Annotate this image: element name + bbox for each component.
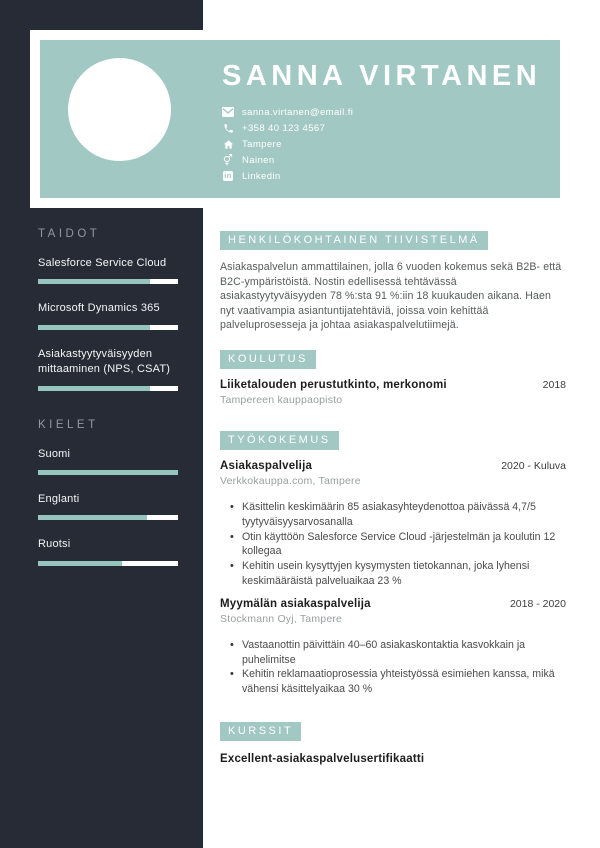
contact-phone-text: +358 40 123 4567 bbox=[242, 122, 326, 134]
contact-gender-text: Nainen bbox=[242, 154, 275, 166]
person-name: SANNA VIRTANEN bbox=[222, 60, 542, 92]
education-entry bbox=[220, 379, 566, 406]
skill-bar bbox=[38, 279, 178, 284]
skill-item bbox=[38, 301, 180, 329]
email-icon bbox=[222, 106, 234, 118]
contact-email-text: sanna.virtanen@email.fi bbox=[242, 106, 354, 118]
experience-subtitle: Stockmann Oyj, Tampere bbox=[220, 612, 343, 625]
linkedin-icon: in bbox=[224, 171, 232, 181]
header-band bbox=[30, 30, 570, 208]
contact-phone bbox=[222, 122, 552, 134]
phone-icon bbox=[222, 122, 234, 134]
experience-bullet: • Vastaanottin päivittäin 40–60 asiakaskontaktia kasvokkain ja puhelimitse bbox=[220, 638, 566, 668]
experience-bullets bbox=[220, 500, 566, 589]
experience-entry-header bbox=[220, 598, 566, 610]
home-icon bbox=[222, 138, 234, 150]
main-column bbox=[220, 230, 566, 765]
language-bar bbox=[38, 515, 178, 520]
language-item bbox=[38, 537, 180, 565]
education-section-heading: KOULUTUS bbox=[220, 350, 316, 369]
education-entry-header bbox=[220, 379, 566, 391]
skill-label: Asiakastyytyväisyyden mittaaminen (NPS, CSAT) bbox=[38, 347, 171, 376]
experience-bullet: • Otin käyttöön Salesforce Service Cloud -järjestelmän ja koulutin 12 kollegaa bbox=[220, 530, 566, 560]
experience-subtitle: Verkkokauppa.com, Tampere bbox=[220, 474, 361, 487]
section-education bbox=[220, 349, 566, 406]
language-item bbox=[38, 447, 180, 475]
experience-title: Asiakaspalvelija bbox=[220, 459, 313, 472]
summary-text: Asiakaspalvelun ammattilainen, jolla 6 vuoden kokemus sekä B2B- että B2C-ympäristöistä. Nostin edellisessä tehtävässä asiakastyytyväisyyden 78 %:sta 91 %:iin 18 kuukauden aikana. Haen nyt vaativampia asiantuntijatehtäviä, joissa voin kehittää palveluprosesseja ja johtaa asiakaspalvelutiimejä. bbox=[220, 261, 562, 332]
experience-bullet: • Käsittelin keskimäärin 85 asiakasyhteydenottoa päivässä 4,7/5 tyytyväisyysarvosanalla bbox=[220, 500, 566, 530]
languages-list bbox=[38, 447, 180, 566]
language-label: Englanti bbox=[38, 492, 80, 505]
skill-item bbox=[38, 256, 180, 284]
experience-date: 2018 - 2020 bbox=[509, 597, 566, 610]
section-summary bbox=[220, 230, 566, 333]
education-date: 2018 bbox=[542, 378, 566, 391]
skill-item bbox=[38, 347, 180, 391]
skills-heading: TAIDOT bbox=[38, 228, 101, 240]
course-item: Excellent-asiakaspalvelusertifikaatti bbox=[220, 752, 425, 765]
courses-section-heading: KURSSIT bbox=[220, 722, 301, 741]
experience-entry bbox=[220, 460, 566, 589]
language-item bbox=[38, 492, 180, 520]
skill-bar bbox=[38, 325, 178, 330]
experience-bullet: • Kehitin reklamaatioprosessia yhteistyössä esimiehen kanssa, mikä vähensi käsittelyaikaa 30 % bbox=[220, 667, 566, 697]
experience-entry bbox=[220, 598, 566, 697]
header-teal-panel bbox=[40, 40, 560, 198]
section-experience bbox=[220, 430, 566, 697]
contact-location-text: Tampere bbox=[242, 138, 282, 150]
profile-photo-placeholder bbox=[68, 58, 171, 161]
contact-email bbox=[222, 106, 552, 118]
contact-location bbox=[222, 138, 552, 150]
sidebar bbox=[38, 228, 180, 583]
skills-list bbox=[38, 256, 180, 391]
experience-bullets bbox=[220, 638, 566, 697]
experience-bullet: • Kehitin usein kysyttyjen kysymysten tietokannan, joka lyhensi keskimääräistä palveluaikaa 23 % bbox=[220, 559, 566, 589]
language-bar bbox=[38, 561, 178, 566]
language-label: Ruotsi bbox=[38, 538, 71, 551]
skill-label: Salesforce Service Cloud bbox=[38, 257, 167, 269]
contact-list bbox=[222, 106, 552, 182]
contact-linkedin bbox=[222, 170, 552, 182]
experience-entry-header bbox=[220, 460, 566, 472]
header-identity bbox=[222, 60, 552, 182]
experience-date: 2020 - Kuluva bbox=[501, 459, 566, 472]
contact-linkedin-text: Linkedin bbox=[242, 170, 281, 182]
education-subtitle: Tampereen kauppaopisto bbox=[220, 393, 343, 406]
experience-section-heading: TYÖKOKEMUS bbox=[220, 431, 339, 450]
languages-heading: KIELET bbox=[38, 418, 99, 431]
skill-label: Microsoft Dynamics 365 bbox=[38, 302, 160, 315]
experience-title: Myymälän asiakaspalvelija bbox=[220, 597, 371, 610]
section-courses bbox=[220, 721, 566, 765]
education-title: Liiketalouden perustutkinto, merkonomi bbox=[220, 378, 447, 391]
language-label: Suomi bbox=[38, 447, 71, 460]
summary-section-heading: HENKILÖKOHTAINEN TIIVISTELMÄ bbox=[220, 231, 488, 250]
gender-icon bbox=[222, 154, 234, 166]
contact-gender bbox=[222, 154, 552, 166]
language-bar bbox=[38, 470, 178, 475]
skill-bar bbox=[38, 386, 178, 391]
